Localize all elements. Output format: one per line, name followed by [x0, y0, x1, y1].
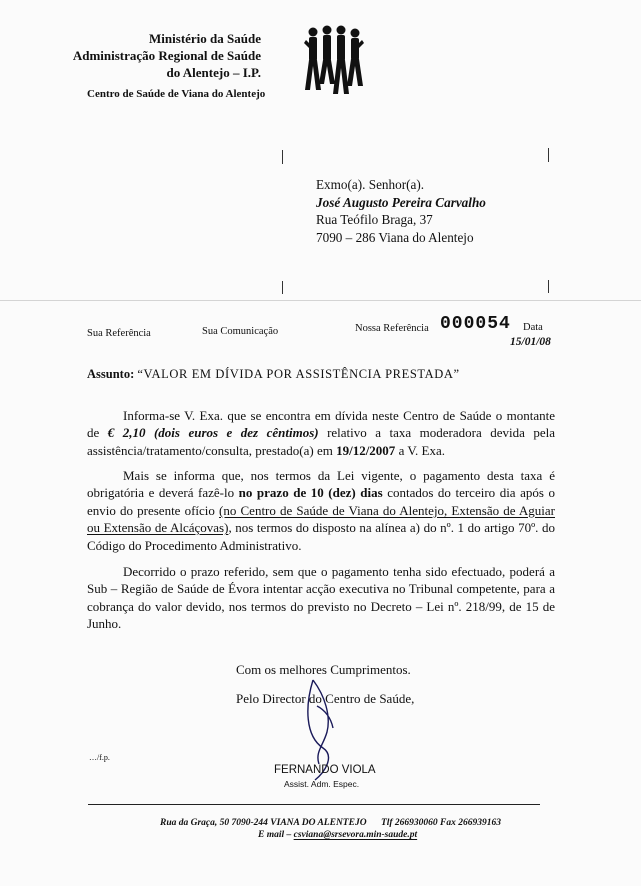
paragraph-payment-deadline: [87, 467, 555, 554]
your-reference-label: Sua Referência: [87, 328, 151, 339]
p1-text-c: a V. Exa.: [395, 442, 446, 458]
closing-regards: Com os melhores Cumprimentos.: [236, 662, 411, 677]
subject-line: [87, 367, 460, 382]
window-mark-top-right: [548, 148, 549, 162]
footer-email-label: E mail –: [258, 830, 294, 840]
our-reference-label: Nossa Referência: [355, 323, 429, 334]
ministry-name: Ministério da Saúde: [149, 31, 261, 46]
window-mark-bottom-right: [548, 280, 549, 293]
recipient-salutation: Exmo(a). Senhor(a).: [316, 177, 425, 192]
recipient-postal: 7090 – 286 Viana do Alentejo: [316, 229, 474, 245]
footer-email[interactable]: csviana@srsevora.min-saude.pt: [293, 830, 418, 840]
footer-divider: [88, 804, 540, 805]
footer-address: Rua da Graça, 50 7090-244 VIANA DO ALENTEJO: [160, 818, 367, 828]
footer-email-line: [258, 830, 417, 840]
window-mark-top-left: [282, 150, 283, 164]
p2-text-a: Mais se informa que, nos termos da Lei vigente, o pagamento desta taxa é obrigatória e deverá fazê-lo: [87, 468, 555, 501]
signer-title: Assist. Adm. Espec.: [284, 779, 360, 789]
footer-phone: Tlf 266930060 Fax 266939163: [380, 818, 502, 828]
p2-text-c: , nos termos do disposto na alínea a) do nº. 1 do artigo 70º. do Código do Procedimento Administrativo.: [87, 520, 555, 553]
administration-name: Administração Regional de Saúde: [72, 48, 261, 63]
payment-locations: (no Centro de Saúde de Viana do Alentejo, Extensão de Aguiar ou Extensão de Alcáçovas): [87, 502, 555, 536]
signed-on-behalf: Pelo Director do Centro de Saúde,: [236, 691, 415, 706]
letter-date: 15/01/08: [510, 336, 551, 348]
recipient-street: Rua Teófilo Braga, 37: [316, 212, 433, 227]
health-center-name: Centro de Saúde de Viana do Alentejo: [87, 88, 266, 100]
window-mark-bottom-left: [282, 281, 283, 294]
p3-text: Decorrido o prazo referido, sem que o pagamento tenha sido efectuado, poderá a Sub – Região de Saúde de Évora intentar acção executiva no Tribunal competente, para a cobrança do valor devido, nos termos do previsto no Decreto – Lei nº. 218/99, de 15 de Junho.: [87, 564, 555, 632]
signer-name: FERNANDO VIOLA: [274, 764, 376, 776]
paragraph-enforcement: [87, 563, 555, 633]
reference-number: 000054: [440, 314, 511, 334]
paper-fold: [0, 300, 641, 301]
region-name: do Alentejo – I.P.: [166, 65, 261, 80]
figures-logo-icon: [303, 24, 365, 96]
p1-text-a: Informa-se V. Exa. que se encontra em dívida neste Centro de Saúde o montante de: [87, 408, 555, 441]
p1-text-b: relativo a taxa moderadora devida pela assistência/tratamento/consulta, prestado(a) em: [87, 425, 555, 458]
recipient-name: José Augusto Pereira Carvalho: [316, 194, 486, 210]
subject-label: Assunto:: [87, 367, 135, 381]
date-label: Data: [523, 322, 543, 333]
service-date: 19/12/2007: [336, 442, 396, 458]
your-communication-label: Sua Comunicação: [202, 326, 279, 337]
subject-text: “VALOR EM DÍVIDA POR ASSISTÊNCIA PRESTADA”: [137, 367, 460, 381]
recipient-address: [316, 176, 486, 246]
debt-amount: € 2,10 (dois euros e dez cêntimos): [107, 425, 319, 441]
payment-deadline: no prazo de 10 (dez) dias: [238, 485, 383, 501]
paragraph-debt-notice: [87, 407, 555, 459]
p2-text-b: contados do terceiro dia após o envio do presente ofício: [87, 485, 555, 518]
typist-initials: …/f.p.: [89, 753, 110, 762]
footer-address-line: [160, 818, 550, 828]
